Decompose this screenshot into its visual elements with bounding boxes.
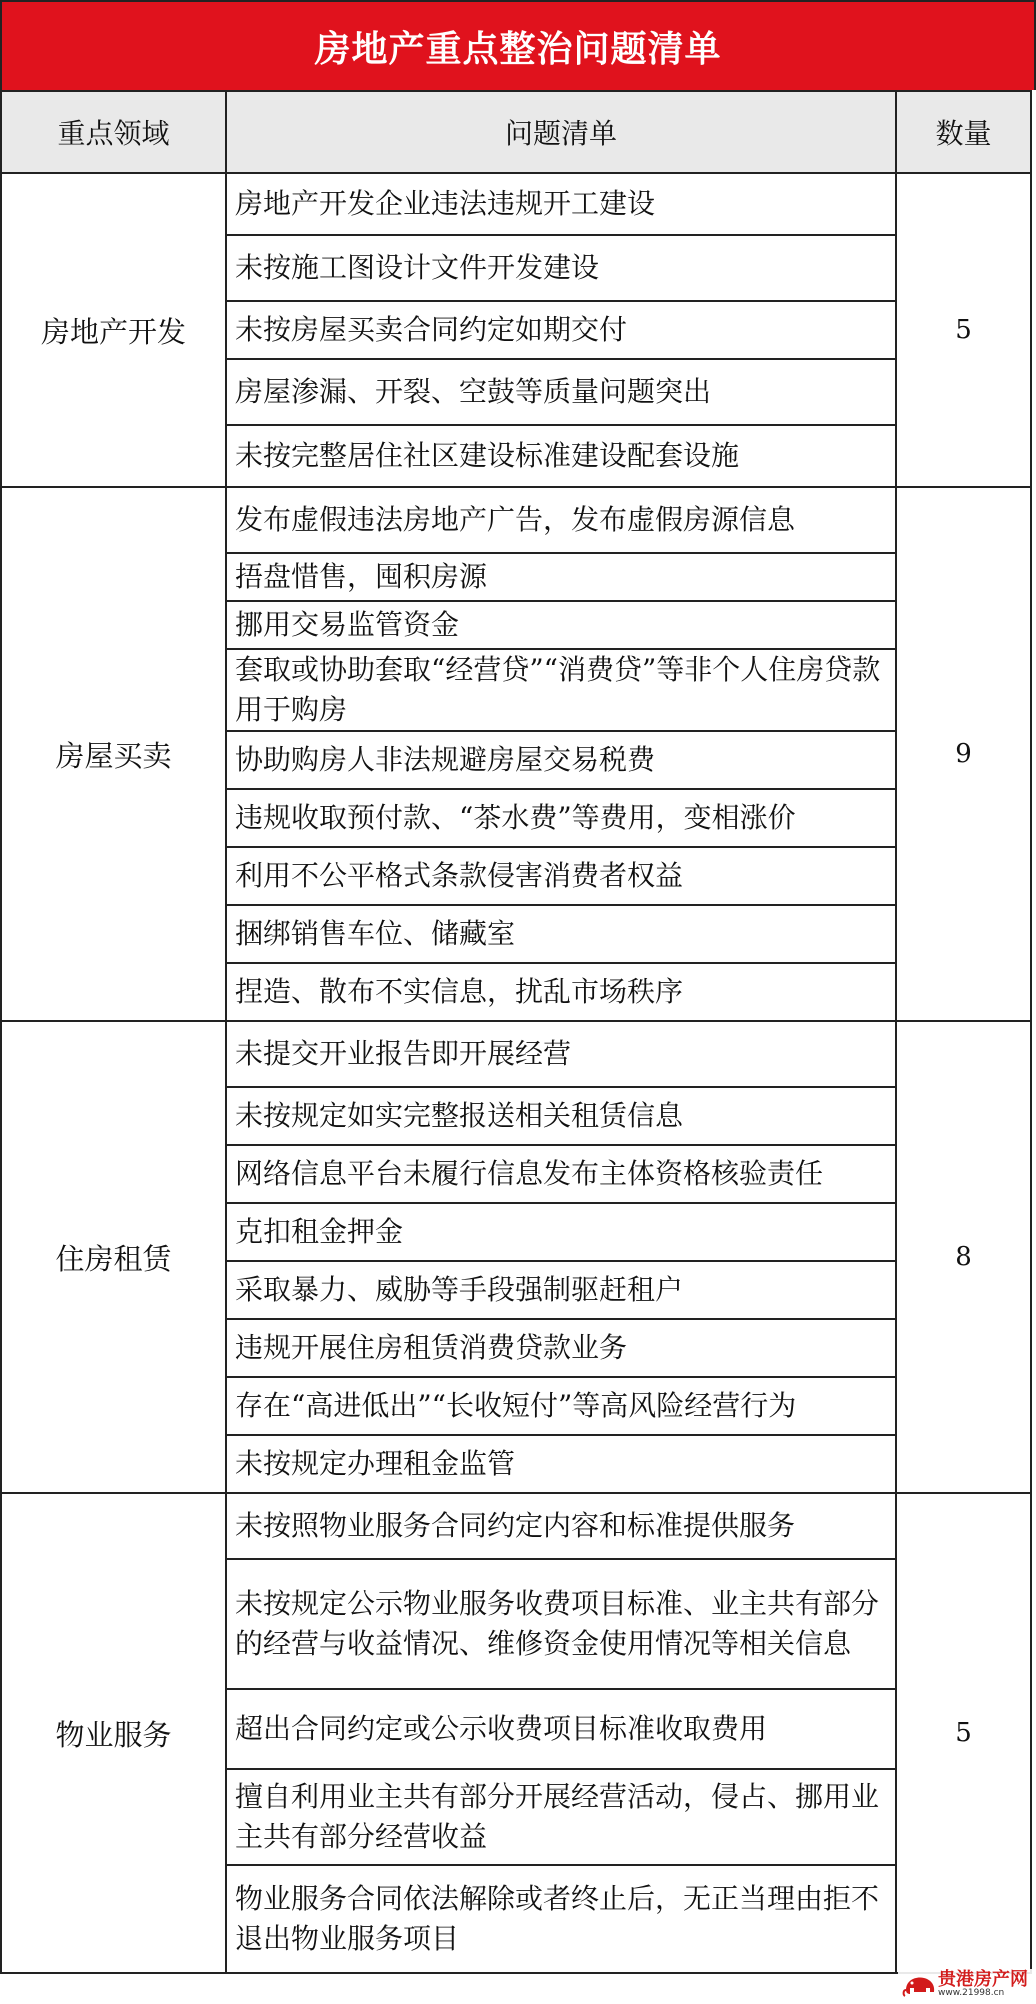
issue-cell: 克扣租金押金	[226, 1203, 896, 1261]
issue-cell: 未按规定公示物业服务收费项目标准、业主共有部分的经营与收益情况、维修资金使用情况等相关信息	[226, 1559, 896, 1689]
issue-cell: 存在“高进低出”“长收短付”等高风险经营行为	[226, 1377, 896, 1435]
area-cell: 物业服务	[1, 1493, 226, 1973]
issue-cell: 房地产开发企业违法违规开工建设	[226, 173, 896, 235]
issue-cell: 未按房屋买卖合同约定如期交付	[226, 301, 896, 359]
header-issues: 问题清单	[226, 91, 896, 173]
issue-cell: 超出合同约定或公示收费项目标准收取费用	[226, 1689, 896, 1769]
issue-cell: 捏造、散布不实信息，扰乱市场秩序	[226, 963, 896, 1021]
issue-cell: 利用不公平格式条款侵害消费者权益	[226, 847, 896, 905]
issue-cell: 挪用交易监管资金	[226, 601, 896, 649]
watermark-url: www.21998.cn	[938, 1988, 1005, 1998]
site-watermark	[898, 1969, 1032, 2000]
table-header-row	[1, 91, 1031, 173]
issue-cell: 套取或协助套取“经营贷”“消费贷”等非个人住房贷款用于购房	[226, 649, 896, 731]
issue-cell: 捆绑销售车位、储藏室	[226, 905, 896, 963]
count-cell: 5	[896, 173, 1031, 487]
count-cell: 9	[896, 487, 1031, 1021]
issue-cell: 未提交开业报告即开展经营	[226, 1021, 896, 1087]
count-cell: 5	[896, 1493, 1031, 1973]
issue-cell: 未按规定办理租金监管	[226, 1435, 896, 1493]
issue-cell: 未按施工图设计文件开发建设	[226, 235, 896, 301]
watermark-name: 贵港房产网	[938, 1969, 1028, 1990]
area-cell: 房屋买卖	[1, 487, 226, 1021]
table-row	[1, 173, 1031, 235]
table-row	[1, 487, 1031, 553]
issue-cell: 未按规定如实完整报送相关租赁信息	[226, 1087, 896, 1145]
area-cell: 住房租赁	[1, 1021, 226, 1493]
issue-cell: 发布虚假违法房地产广告，发布虚假房源信息	[226, 487, 896, 553]
elephant-logo-icon	[902, 1972, 938, 1998]
issue-cell: 擅自利用业主共有部分开展经营活动，侵占、挪用业主共有部分经营收益	[226, 1769, 896, 1865]
table-body	[1, 173, 1031, 1973]
count-cell: 8	[896, 1021, 1031, 1493]
issue-cell: 物业服务合同依法解除或者终止后，无正当理由拒不退出物业服务项目	[226, 1865, 896, 1973]
table-row	[1, 1021, 1031, 1087]
issue-cell: 捂盘惜售，囤积房源	[226, 553, 896, 601]
issue-cell: 违规收取预付款、“茶水费”等费用，变相涨价	[226, 789, 896, 847]
issue-cell: 网络信息平台未履行信息发布主体资格核验责任	[226, 1145, 896, 1203]
issue-table	[0, 90, 1032, 1974]
issue-cell: 未按照物业服务合同约定内容和标准提供服务	[226, 1493, 896, 1559]
watermark-text	[938, 1971, 1028, 1998]
issue-cell: 违规开展住房租赁消费贷款业务	[226, 1319, 896, 1377]
issue-cell: 协助购房人非法规避房屋交易税费	[226, 731, 896, 789]
issue-cell: 采取暴力、威胁等手段强制驱赶租户	[226, 1261, 896, 1319]
table-row	[1, 1493, 1031, 1559]
page-title: 房地产重点整治问题清单	[0, 0, 1036, 90]
area-cell: 房地产开发	[1, 173, 226, 487]
issue-cell: 未按完整居住社区建设标准建设配套设施	[226, 425, 896, 487]
header-count: 数量	[896, 91, 1031, 173]
issue-cell: 房屋渗漏、开裂、空鼓等质量问题突出	[226, 359, 896, 425]
header-area: 重点领域	[1, 91, 226, 173]
